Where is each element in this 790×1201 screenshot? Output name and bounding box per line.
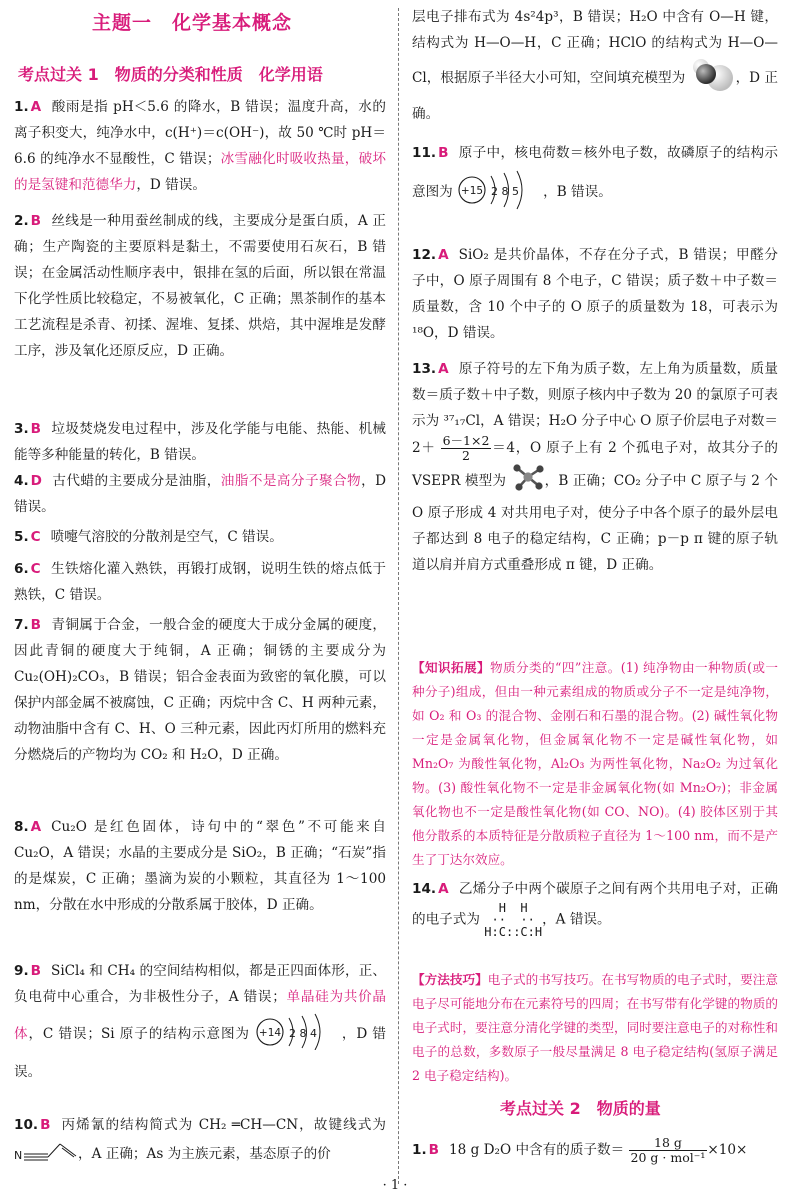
- question-6: [14, 556, 386, 608]
- question-7: [14, 612, 386, 768]
- question-number: 10.: [14, 1117, 39, 1133]
- question-12: [412, 242, 778, 346]
- left-column: [14, 0, 386, 1176]
- nitrogen-label: N: [14, 1149, 23, 1162]
- highlight-text: 油脂不是高分子聚合物: [220, 473, 362, 489]
- tip-tag: 【知识拓展】: [412, 660, 491, 675]
- section-title-2: 考点过关 2 物质的量: [500, 1099, 661, 1118]
- method-tip-box: [412, 968, 778, 1088]
- answer-letter: B: [30, 421, 41, 437]
- answer-letter: A: [438, 881, 449, 897]
- question-text: ＝4，O 原子上有 2 个孤电子对，故其分子的 VSEPR 模型为: [412, 440, 779, 489]
- answer-letter: B: [40, 1117, 51, 1133]
- answer-letter: A: [438, 361, 449, 377]
- question-number: 8.: [14, 819, 29, 835]
- answer-letter: B: [428, 1142, 439, 1158]
- electron-formula-top: H H: [498, 901, 528, 915]
- answer-letter: C: [30, 561, 41, 577]
- question-text: ，D 错误。: [14, 473, 387, 515]
- question-number: 12.: [412, 247, 437, 263]
- question-text: ，B 错误。: [543, 184, 612, 200]
- question-number: 9.: [14, 963, 29, 979]
- question-text: ×10×: [707, 1142, 748, 1158]
- question-text: 垃圾焚烧发电过程中，涉及化学能与电能、热能、机械能等多种能量的转化，B 错误。: [14, 421, 386, 463]
- skeletal-formula: [14, 1138, 78, 1171]
- answer-letter: A: [30, 819, 42, 835]
- question-text: 酸雨是指 pH＜5.6 的降水，B 错误；温度升高，水的离子积变大，纯净水中，c(H⁺)＝c(OH⁻)，故 50 ℃时 pH＝6.6 的纯净水不显酸性，C 错误；: [14, 99, 386, 167]
- question-text: 18 g D₂O 中含有的质子数＝: [449, 1142, 625, 1158]
- question-text: 原子符号的左下角为质子数，左上角为质量数，质量数＝质子数＋中子数，则原子核内中子数为 20 的氯原子可表示为 ³⁷₁₇Cl，A 错误；H₂O 分子中心 O 原子价层电子对数＝2＋: [412, 361, 778, 456]
- question-2: [14, 208, 386, 364]
- electron-shells: 2 8 5: [491, 185, 520, 198]
- highlight-text: 单晶硅为共价晶体: [14, 989, 386, 1042]
- tip-text: 物质分类的“四”注意。(1) 纯净物由一种物质(或一种分子)组成，但由一种元素组成的物质或分子不一定是纯净物，如 O₂ 和 O₃ 的混合物、金刚石和石墨的混合物。(2) 碱性氧化物一定是金属氧化物，但金属氧化物不一定是碱性氧化物，如 Mn₂O₇ 为酸性氧化物，Al₂O₃ 为两性氧化物，Na₂O₂ 为过氧化物。(3) 酸性氧化物不一定是非金属氧化物(如 Mn₂O₇)；非金属氧化物也不一定是酸性氧化物(如 CO、NO)。(4) 胶体区别于其他分散系的本质特征是分散质粒子直径为 1～100 nm，而不是产生了丁达尔效应。: [412, 660, 778, 867]
- fraction: [441, 434, 492, 463]
- answer-letter: B: [30, 963, 41, 979]
- question-text: ，D 正确。: [412, 70, 778, 122]
- answer-letter: C: [30, 529, 41, 545]
- question-text: 层电子排布式为 4s²4p³，B 错误；H₂O 中含有 O—H 键，结构式为 H—O—H，C 正确；HClO 的结构式为 H—O—Cl，根据原子半径大小可知，空间填充模型为: [412, 9, 778, 86]
- question-text: ，D 错误。: [14, 1026, 387, 1080]
- question-text: 青铜属于合金，一般合金的硬度大于成分金属的硬度，因此青铜的硬度大于纯铜，A 正确；铜锈的主要成分为 Cu₂(OH)₂CO₃，B 错误；铝合金表面为致密的氧化膜，可以保护内部金属不被腐蚀，C 正确；丙烷中含 C、H 两种元素，动物油脂中含有 C、H、O 三种元素，因此丙灯所用的燃料充分燃烧后的产物均为 CO₂ 和 H₂O，D 正确。: [14, 617, 386, 763]
- answer-letter: B: [30, 617, 41, 633]
- fraction-denominator: 20 g · mol⁻¹: [630, 1150, 706, 1165]
- question-text: 原子中，核电荷数＝核外电子数，故磷原子的结构示意图为: [412, 145, 778, 200]
- ethylene-electron-formula: [484, 902, 542, 938]
- question-number: 6.: [14, 561, 29, 577]
- question-3: [14, 416, 386, 468]
- page-title: 主题一 化学基本概念: [92, 12, 293, 34]
- tip-tag: 【方法技巧】: [412, 972, 488, 987]
- si-atom-structure-diagram: [255, 1010, 341, 1059]
- fraction: [629, 1136, 708, 1165]
- question-1: [14, 94, 386, 198]
- question-text: Cu₂O 是红色固体，诗句中的“翠色”不可能来自 Cu₂O，A 错误；水晶的主要成分是 SiO₂，B 正确；“石炭”指的是煤炭，C 正确；墨滴为炭的小颗粒，其直径为 1～100 nm，分散在水中形成的分散系属于胶体，D 正确。: [14, 819, 386, 913]
- question-text: ，C 错误；Si 原子的结构示意图为: [28, 1026, 250, 1042]
- vsepr-tetrahedral-model: [511, 463, 545, 500]
- page-number: · 1 ·: [382, 1178, 408, 1193]
- fraction-numerator: 6－1×2: [442, 433, 490, 448]
- section2-question-1: [412, 1136, 778, 1165]
- question-text: 喷嚏气溶胶的分散剂是空气，C 错误。: [50, 529, 283, 545]
- question-10: [14, 1112, 386, 1171]
- answer-letter: B: [438, 145, 449, 161]
- tip-text: 电子式的书写技巧。在书写物质的电子式时，要注意电子尽可能地分布在元素符号的四周；在书写带有化学键的物质的电子式时，要注意分清化学键的类型，同时要注意电子的对称性和电子的总数，多数原子一般尽量满足 8 电子稳定结构(氢原子满足 2 电子稳定结构)。: [412, 972, 779, 1083]
- question-9: [14, 958, 386, 1085]
- question-number: 1.: [412, 1142, 427, 1158]
- highlight-text: 冰雪融化时吸收热量，破坏的是氢键和范德华力: [14, 151, 386, 193]
- question-14: [412, 876, 778, 938]
- right-column: [412, 0, 778, 1176]
- answer-letter: D: [30, 473, 42, 489]
- question-13: [412, 356, 778, 578]
- electron-formula-dots: ·· ··: [491, 913, 535, 927]
- fraction-denominator: 2: [462, 448, 470, 463]
- section-title-1: 考点过关 1 物质的分类和性质 化学用语: [18, 65, 323, 84]
- question-text: 乙烯分子中两个碳原子之间有两个共用电子对，正确的电子式为: [412, 881, 778, 928]
- question-text: SiCl₄ 和 CH₄ 的空间结构相似，都是正四面体形，正、负电荷中心重合，为非极性分子，A 错误；: [14, 963, 386, 1005]
- question-11: [412, 140, 778, 219]
- question-10-continued: [412, 4, 778, 127]
- question-number: 7.: [14, 617, 29, 633]
- question-number: 2.: [14, 213, 29, 229]
- electron-formula-main: H:C::C:H: [484, 925, 543, 939]
- p-atom-structure-diagram: [457, 166, 543, 219]
- question-number: 3.: [14, 421, 29, 437]
- question-text: 古代蜡的主要成分是油脂，: [51, 473, 221, 489]
- fraction-numerator: 18 g: [629, 1136, 708, 1151]
- nucleus-label: +15: [461, 185, 484, 197]
- question-text: ，A 错误。: [542, 911, 611, 928]
- question-number: 14.: [412, 881, 437, 897]
- question-text: SiO₂ 是共价晶体，不存在分子式，B 错误；甲醛分子中，O 原子周围有 8 个电子，C 错误；质子数＋中子数＝质量数，含 10 个中子的 O 原子的质量数为 18，可表示为 ¹⁸O，D 错误。: [412, 247, 778, 341]
- question-number: 4.: [14, 473, 29, 489]
- question-text: 生铁熔化灌入熟铁，再锻打成钢，说明生铁的熔点低于熟铁，C 错误。: [14, 561, 386, 603]
- question-number: 13.: [412, 361, 437, 377]
- answer-letter: B: [30, 213, 41, 229]
- question-8: [14, 814, 386, 918]
- question-4: [14, 468, 386, 520]
- knowledge-extension-box: [412, 656, 778, 872]
- question-text: ，D 错误。: [136, 177, 206, 193]
- question-text: ，B 正确；CO₂ 分子中 C 原子与 2 个 O 原子形成 4 对共用电子对，使分子中各个原子的最外层电子都达到 8 电子的稳定结构，C 正确；p－p π 键的原子轨道以肩并肩方式重叠形成 π 键，D 正确。: [412, 473, 778, 573]
- question-number: 1.: [14, 99, 29, 115]
- question-text: 丝线是一种用蚕丝制成的线，主要成分是蛋白质，A 正确；生产陶瓷的主要原料是黏土，不需要使用石灰石，B 错误；在金属活动性顺序表中，银排在氢的后面，所以银在常温下化学性质比较稳定，不易被氧化，C 正确；黑茶制作的基本工艺流程是杀青、初揉、渥堆、复揉、烘焙，其中渥堆是发酵工序，涉及氧化还原反应，D 正确。: [14, 213, 386, 359]
- nucleus-label: +14: [258, 1027, 282, 1039]
- question-number: 11.: [412, 145, 437, 161]
- hclo-space-filling-model: [690, 56, 736, 101]
- question-text: 丙烯氰的结构简式为 CH₂ ═CH—CN，故键线式为: [60, 1117, 386, 1133]
- question-number: 5.: [14, 529, 29, 545]
- column-divider: [398, 8, 399, 1184]
- electron-shells: 2 8 4: [289, 1027, 318, 1040]
- answer-letter: A: [438, 247, 449, 263]
- question-5: [14, 524, 386, 550]
- answer-letter: A: [30, 99, 42, 115]
- question-text: ，A 正确；As 为主族元素，基态原子的价: [78, 1146, 331, 1162]
